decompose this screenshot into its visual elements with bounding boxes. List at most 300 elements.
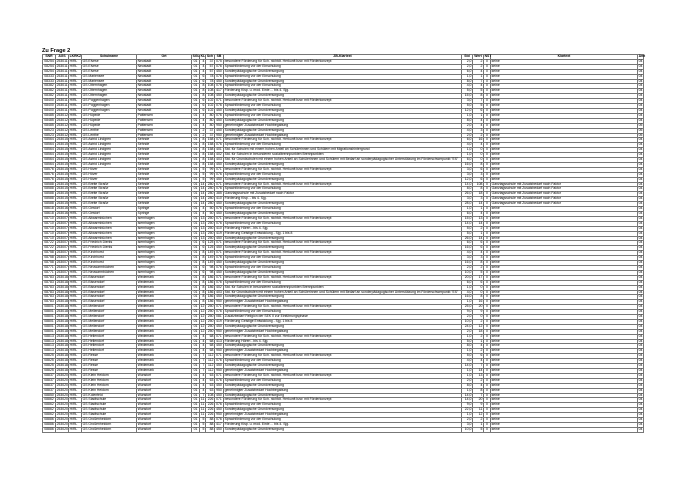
cell-nst: 0 <box>484 69 491 74</box>
cell-wert: 2 <box>473 418 484 423</box>
column-header-snr: SNR <box>43 55 56 60</box>
cell-sch: 63 <box>206 383 215 388</box>
cell-amt: 04 <box>638 78 643 83</box>
cell-schulname: GS Resse <box>82 354 137 359</box>
cell-schulname: GS Altwarmbüchen <box>82 231 137 236</box>
cell-schulname: GS Bissendorf <box>82 280 137 285</box>
cell-wert: 20 <box>473 398 484 403</box>
cell-nst: 0 <box>484 373 491 378</box>
cell-amt: 04 <box>638 382 643 387</box>
cell-zb-klartext: besondere Förderung für Sch. nichtdt. Herkunft bzw. mit Förderkonzept <box>224 334 462 339</box>
cell-amt: 04 <box>638 387 643 392</box>
cell-ort: Neustadt <box>137 99 192 104</box>
cell-nst: 0 <box>484 369 491 374</box>
cell-sgl: 01 <box>192 236 200 241</box>
cell-std: 26,0 <box>462 236 473 241</box>
cell-sch: 112 <box>206 359 215 364</box>
cell-nst: 0 <box>484 202 491 207</box>
cell-ort: Neustadt <box>137 79 192 84</box>
cell-ags: 253018 <box>56 358 68 363</box>
cell-kl: 8 <box>200 290 206 295</box>
cell-sb: 450 <box>216 426 222 431</box>
cell-ort: Isernhagen <box>137 265 192 270</box>
cell-snr: 08783 <box>44 294 54 299</box>
cell-snr: 08801 <box>44 304 54 309</box>
cell-std: 3,0 <box>462 422 473 427</box>
cell-std: 12,0 <box>462 108 473 113</box>
cell-nst: 0 <box>484 383 491 388</box>
cell-snr: 08710 <box>44 225 54 230</box>
cell-lkrkz: H/RL <box>69 113 82 118</box>
cell-klartext: keine <box>491 162 638 167</box>
cell-lkrkz: H/RL <box>69 133 82 138</box>
cell-std: 8,0 <box>462 383 473 388</box>
cell-sch: 250 <box>206 329 215 334</box>
cell-klartext: keine <box>491 393 638 398</box>
cell-lkrkz: H/RL <box>69 359 82 364</box>
cell-schulname: GS Otternhagen <box>82 94 137 99</box>
cell-sch: 80 <box>206 123 215 128</box>
cell-sb: 071 <box>216 215 222 220</box>
cell-ags: 253018 <box>56 314 68 319</box>
cell-nst: 0 <box>484 162 491 167</box>
cell-snr: 08618 <box>44 211 54 215</box>
cell-amt: 04 <box>638 377 643 382</box>
cell-std: 1,0 <box>462 74 473 79</box>
cell-lkrkz: H/RL <box>69 99 82 104</box>
cell-nst: 0 <box>484 138 491 143</box>
cell-wert: 3 <box>473 197 484 202</box>
cell-klartext: keine <box>491 158 638 163</box>
cell-sch: 108 <box>206 89 215 94</box>
cell-zb-klartext: besondere Förderung für Sch. nichtdt. Herkunft bzw. mit Förderkonzept <box>224 251 462 256</box>
cell-ort: Wunstorf <box>137 413 192 418</box>
cell-amt: 04 <box>638 83 643 88</box>
cell-lkrkz: H/RL <box>69 383 82 388</box>
cell-sch: 50 <box>206 212 215 217</box>
cell-snr: 08771 <box>44 264 54 269</box>
cell-klartext: keine <box>491 369 638 374</box>
cell-zb-klartext: Sonderpädagogische Grundversorgung <box>224 393 462 398</box>
cell-nst: 0 <box>484 359 491 364</box>
cell-klartext: keine <box>491 216 638 221</box>
cell-klartext: keine <box>491 241 638 246</box>
cell-snr: 08801 <box>44 309 54 314</box>
cell-sch: 78 <box>206 79 215 84</box>
cell-sb: 071 <box>216 240 222 245</box>
cell-nst: 0 <box>484 113 491 118</box>
cell-std: 24,0 <box>462 324 473 329</box>
cell-kl: 4 <box>200 118 206 123</box>
cell-sb: 450 <box>216 201 222 206</box>
cell-ags: 253007 <box>56 245 68 250</box>
cell-nst: 0 <box>484 123 491 128</box>
cell-zb-klartext: besondere Förderung für Sch. nichtdt. Herkunft bzw. mit Förderkonzept <box>224 275 462 280</box>
cell-kl: 8 <box>200 300 206 305</box>
cell-lkrkz: H/RL <box>69 162 82 167</box>
cell-ags: 253015 <box>56 171 68 176</box>
cell-snr: 08588 <box>44 196 54 201</box>
cell-ort: Neustadt <box>137 89 192 94</box>
cell-amt: 04 <box>638 426 643 431</box>
cell-nst: 0 <box>484 295 491 300</box>
cell-amt: 04 <box>638 161 643 166</box>
cell-klartext: keine <box>491 315 638 320</box>
cell-kl: 8 <box>200 84 206 89</box>
cell-kl: 12 <box>200 309 205 314</box>
cell-std: 10,0 <box>462 270 473 275</box>
cell-wert: 6 <box>473 241 484 246</box>
cell-amt: 04 <box>638 353 643 358</box>
column-header-ags: AGS <box>56 55 69 60</box>
cell-schulname: GS Hellendorf <box>82 339 137 344</box>
cell-kl: 13 <box>200 215 205 220</box>
cell-amt: 04 <box>638 196 643 201</box>
cell-sgl: 01 <box>192 212 200 217</box>
cell-std: 1,0 <box>462 334 473 339</box>
cell-sb: 417 <box>216 88 222 93</box>
cell-nst: 0 <box>484 427 491 432</box>
cell-ort: Wedemark <box>137 295 192 300</box>
cell-wert: 0 <box>473 148 484 153</box>
cell-schulname: GS Bissendorf <box>82 300 137 305</box>
cell-sb: 076 <box>216 103 222 108</box>
cell-snr: 08783 <box>44 284 54 289</box>
cell-sb: 419 <box>216 230 222 235</box>
cell-sgl: 01 <box>192 413 200 418</box>
cell-nst: 0 <box>484 64 491 69</box>
cell-ags: 253018 <box>56 279 68 284</box>
cell-kl: 8 <box>200 148 206 153</box>
column-header-sgl: SGL <box>192 54 200 58</box>
cell-kl: 5 <box>200 418 206 423</box>
cell-sgl: 01 <box>192 310 200 315</box>
cell-ags: 253012 <box>56 132 68 137</box>
cell-snr: 08485 <box>44 117 54 122</box>
cell-snr: 08333 <box>44 78 54 83</box>
cell-zb-klartext: Sonderpädagogische Grundversorgung <box>224 383 462 388</box>
cell-amt: 04 <box>638 152 643 157</box>
cell-sgl: 01 <box>192 192 200 197</box>
cell-snr: 08576 <box>44 171 54 176</box>
cell-sgl: 01 <box>192 202 200 207</box>
cell-wert: 18 <box>473 329 484 334</box>
cell-schulname: GS Kirchhorst <box>82 261 137 266</box>
cell-klartext: Ganztagsschule mit Zusatzbedarf nach Faktor <box>491 187 638 192</box>
cell-lkrkz: H/RL <box>69 231 82 236</box>
cell-sch: 68 <box>206 334 215 339</box>
cell-ort: Isernhagen <box>137 256 192 261</box>
cell-wert: 18 <box>473 192 484 197</box>
cell-sch: 102 <box>206 99 215 104</box>
cell-sb: 076 <box>216 171 222 176</box>
cell-klartext: keine <box>491 138 638 143</box>
cell-std: 14,0 <box>462 182 473 187</box>
cell-sgl: 01 <box>192 393 200 398</box>
cell-klartext: keine <box>491 398 638 403</box>
cell-nst: 0 <box>484 310 491 315</box>
cell-kl: 6 <box>200 270 206 275</box>
cell-schulname: GS Mellendorf <box>82 319 137 324</box>
cell-klartext: keine <box>491 388 638 393</box>
cell-schulname: GS Altwarmbüchen <box>82 221 137 226</box>
cell-sch: 98 <box>206 265 215 270</box>
cell-kl: 8 <box>200 295 206 300</box>
cell-zb-klartext: Std. für Schulen mit einem hohen Anteil an Schülerinnen und Schülern mit Migrationshintergrund <box>224 148 462 153</box>
cell-amt: 04 <box>638 107 643 112</box>
cell-amt: 04 <box>638 269 643 274</box>
cell-snr: 08588 <box>44 191 54 196</box>
cell-ort: Isernhagen <box>137 216 192 221</box>
cell-sb: 450 <box>216 68 222 73</box>
cell-snr: 08588 <box>44 186 54 191</box>
cell-klartext: keine <box>491 349 638 354</box>
cell-klartext: keine <box>491 324 638 329</box>
cell-kl: 13 <box>200 225 205 230</box>
cell-nst: 0 <box>484 319 491 324</box>
cell-nst: 0 <box>484 290 491 295</box>
cell-wert: 7 <box>473 79 484 84</box>
cell-zb-klartext: besondere Förderung für Sch. nichtdt. Herkunft bzw. mit Förderkonzept <box>224 167 462 172</box>
cell-amt: 04 <box>638 211 643 215</box>
cell-schulname: GS Altwarmbüchen <box>82 226 137 231</box>
cell-ort: Pattensen <box>137 133 192 138</box>
cell-zb-klartext: genehmigter Zusatzbedarf Hochbegabung <box>224 413 462 418</box>
cell-std: 9,0 <box>462 310 473 315</box>
cell-std: 20,0 <box>462 275 473 280</box>
cell-wert: 1 <box>473 113 484 118</box>
cell-sgl: 01 <box>192 275 200 280</box>
cell-nst: 0 <box>484 108 491 113</box>
cell-klartext: keine <box>491 265 638 270</box>
cell-sb: 950 <box>216 412 222 417</box>
cell-sch: 186 <box>206 295 215 300</box>
cell-sgl: 01 <box>192 398 200 403</box>
cell-zb-klartext: Sprachförderung vor der Einschulung <box>224 143 462 148</box>
cell-std: 5,0 <box>462 354 473 359</box>
cell-snr: 08523 <box>44 132 54 137</box>
cell-amt: 04 <box>638 392 643 397</box>
cell-lkrkz: H/RL <box>69 408 82 413</box>
cell-nst: 0 <box>484 143 491 148</box>
cell-std: 1,0 <box>462 388 473 393</box>
cell-sch: 99 <box>206 172 215 177</box>
cell-ort: Sehnde <box>137 143 192 148</box>
cell-wert: 1 <box>473 339 484 344</box>
cell-sgl: 01 <box>192 246 200 251</box>
cell-wert: 1 <box>473 74 484 79</box>
cell-amt: 04 <box>638 176 643 181</box>
cell-schulname: GS Gestorf <box>82 207 137 212</box>
cell-std: 12,0 <box>462 177 473 182</box>
cell-sb: 950 <box>216 122 222 127</box>
cell-schulname: GS Breite Straße <box>82 182 137 187</box>
cell-sch: 63 <box>206 378 215 383</box>
cell-std: 4,0 <box>462 359 473 364</box>
cell-klartext: keine <box>491 427 638 432</box>
cell-std: 1,0 <box>462 373 473 378</box>
cell-sgl: 01 <box>192 324 200 329</box>
cell-zb-klartext: Sprachförderung vor der Einschulung <box>224 378 462 383</box>
cell-schulname: GS Astrid Lindgren <box>82 143 137 148</box>
cell-ort: Sehnde <box>137 177 192 182</box>
cell-klartext: keine <box>491 373 638 378</box>
cell-snr: 08886 <box>44 421 54 426</box>
cell-klartext: keine <box>491 339 638 344</box>
cell-sch: 108 <box>206 393 215 398</box>
cell-ort: Isernhagen <box>137 261 192 266</box>
cell-lkrkz: H/RL <box>69 182 82 187</box>
cell-ags: 253007 <box>56 220 68 225</box>
table-body <box>43 59 644 432</box>
cell-snr: 08710 <box>44 220 54 225</box>
cell-wert: 13 <box>473 373 484 378</box>
cell-amt: 04 <box>638 58 643 63</box>
cell-ags: 253018 <box>56 328 68 333</box>
cell-nst: 0 <box>484 172 491 177</box>
cell-sb: 450 <box>216 235 222 240</box>
cell-std: 1,0 <box>462 207 473 212</box>
cell-kl: 13 <box>200 235 205 240</box>
cell-ort: Sehnde <box>137 187 192 192</box>
cell-amt: 04 <box>638 215 643 220</box>
cell-sch: 37 <box>206 133 215 138</box>
cell-klartext: keine <box>491 128 638 133</box>
column-header-klartext: Klartext <box>491 55 638 60</box>
cell-amt: 04 <box>638 181 643 186</box>
cell-sb: 076 <box>216 309 222 314</box>
cell-snr: 08837 <box>44 387 54 392</box>
cell-snr: 08254 <box>44 68 54 73</box>
cell-kl: 6 <box>200 246 206 251</box>
cell-kl: 14 <box>200 201 205 206</box>
cell-sb: 450 <box>216 78 222 83</box>
cell-sgl: 01 <box>192 158 200 163</box>
cell-schulname: GS Mellendorf <box>82 305 137 310</box>
cell-ags: 253020 <box>56 426 68 431</box>
cell-kl: 4 <box>200 113 206 118</box>
cell-lkrkz: H/RL <box>69 207 82 212</box>
cell-snr: 08758 <box>44 250 54 255</box>
cell-nst: 0 <box>484 418 491 423</box>
cell-sgl: 01 <box>192 226 200 231</box>
cell-wert: 4 <box>473 359 484 364</box>
cell-ags: 253020 <box>56 372 68 377</box>
cell-ags: 253015 <box>56 166 68 171</box>
cell-ags: 253018 <box>56 299 68 304</box>
cell-sgl: 01 <box>192 138 200 143</box>
cell-sgl: 01 <box>192 295 200 300</box>
cell-nst: 0 <box>484 334 491 339</box>
cell-schulname: GS Astrid Lindgren <box>82 162 137 167</box>
cell-std: 1,0 <box>462 369 473 374</box>
cell-ags: 253016 <box>56 206 68 211</box>
cell-zb-klartext: Sprachförderung vor der Einschulung <box>224 207 462 212</box>
cell-sgl: 01 <box>192 162 200 167</box>
cell-ags: 253007 <box>56 240 68 245</box>
cell-snr: 08710 <box>44 235 54 240</box>
cell-amt: 04 <box>638 338 643 343</box>
cell-lkrkz: H/RL <box>69 104 82 109</box>
cell-lkrkz: H/RL <box>69 138 82 143</box>
cell-nst: 0 <box>484 251 491 256</box>
cell-lkrkz: H/RL <box>69 261 82 266</box>
cell-sch: 250 <box>206 221 215 226</box>
cell-sgl: 01 <box>192 79 200 84</box>
cell-std: 4,0 <box>462 290 473 295</box>
cell-wert: 16 <box>473 300 484 305</box>
cell-ort: Wedemark <box>137 290 192 295</box>
cell-amt: 04 <box>638 333 643 338</box>
cell-ort: Isernhagen <box>137 251 192 256</box>
cell-sgl: 01 <box>192 285 200 290</box>
cell-ags: 253020 <box>56 387 68 392</box>
cell-ags: 253020 <box>56 417 68 422</box>
cell-sb: 076 <box>216 377 222 382</box>
cell-wert: 4 <box>473 344 484 349</box>
cell-ags: 253018 <box>56 289 68 294</box>
cell-wert: 11 <box>473 408 484 413</box>
cell-wert: 8 <box>473 162 484 167</box>
cell-std: 16,0 <box>462 295 473 300</box>
cell-schulname: GS Kirchhorst <box>82 256 137 261</box>
cell-nst: 0 <box>484 354 491 359</box>
column-header-kl: KL <box>200 54 206 58</box>
cell-kl: 6 <box>200 241 206 246</box>
cell-lkrkz: H/RL <box>69 143 82 148</box>
cell-nst: 0 <box>484 378 491 383</box>
cell-sch: 250 <box>206 231 215 236</box>
cell-lkrkz: H/RL <box>69 251 82 256</box>
cell-kl: 7 <box>200 369 206 374</box>
cell-ags: 253011 <box>56 78 68 83</box>
cell-wert: 3 <box>473 172 484 177</box>
cell-wert: 6 <box>473 177 484 182</box>
cell-std: 14,0 <box>462 398 473 403</box>
cell-schulname: GS Klein Heidorn <box>82 383 137 388</box>
cell-zb-klartext: Std. für Schulen in besonderen sozialbrennpunkten Brennpunkten <box>224 285 462 290</box>
cell-sch: 226 <box>206 413 215 418</box>
cell-sch: 98 <box>206 270 215 275</box>
cell-klartext: Ganztagsschule mit Zusatzbedarf nach Faktor <box>491 182 638 187</box>
cell-nst: 0 <box>484 275 491 280</box>
cell-wert: 4 <box>473 383 484 388</box>
cell-ort: Sehnde <box>137 153 192 158</box>
cell-klartext: keine <box>491 305 638 310</box>
cell-kl: 12 <box>200 328 205 333</box>
cell-ort: Wedemark <box>137 334 192 339</box>
cell-ort: Wedemark <box>137 369 192 374</box>
cell-sgl: 01 <box>192 167 200 172</box>
cell-lkrkz: H/RL <box>69 349 82 354</box>
cell-wert: 2 <box>473 226 484 231</box>
cell-klartext: keine <box>491 334 638 339</box>
cell-klartext: keine <box>491 422 638 427</box>
cell-snr: 08825 <box>44 358 54 363</box>
cell-sgl: 01 <box>192 388 200 393</box>
cell-ags: 253007 <box>56 225 68 230</box>
cell-lkrkz: H/RL <box>69 153 82 158</box>
cell-kl: 8 <box>200 89 206 94</box>
cell-wert: 2 <box>473 319 484 324</box>
cell-std: 2,0 <box>462 329 473 334</box>
cell-amt: 04 <box>638 147 643 152</box>
cell-klartext: keine <box>491 275 638 280</box>
cell-sb: 076 <box>216 402 222 407</box>
cell-ags: 253011 <box>56 88 68 93</box>
cell-amt: 04 <box>638 304 643 309</box>
cell-ags: 253015 <box>56 161 68 166</box>
